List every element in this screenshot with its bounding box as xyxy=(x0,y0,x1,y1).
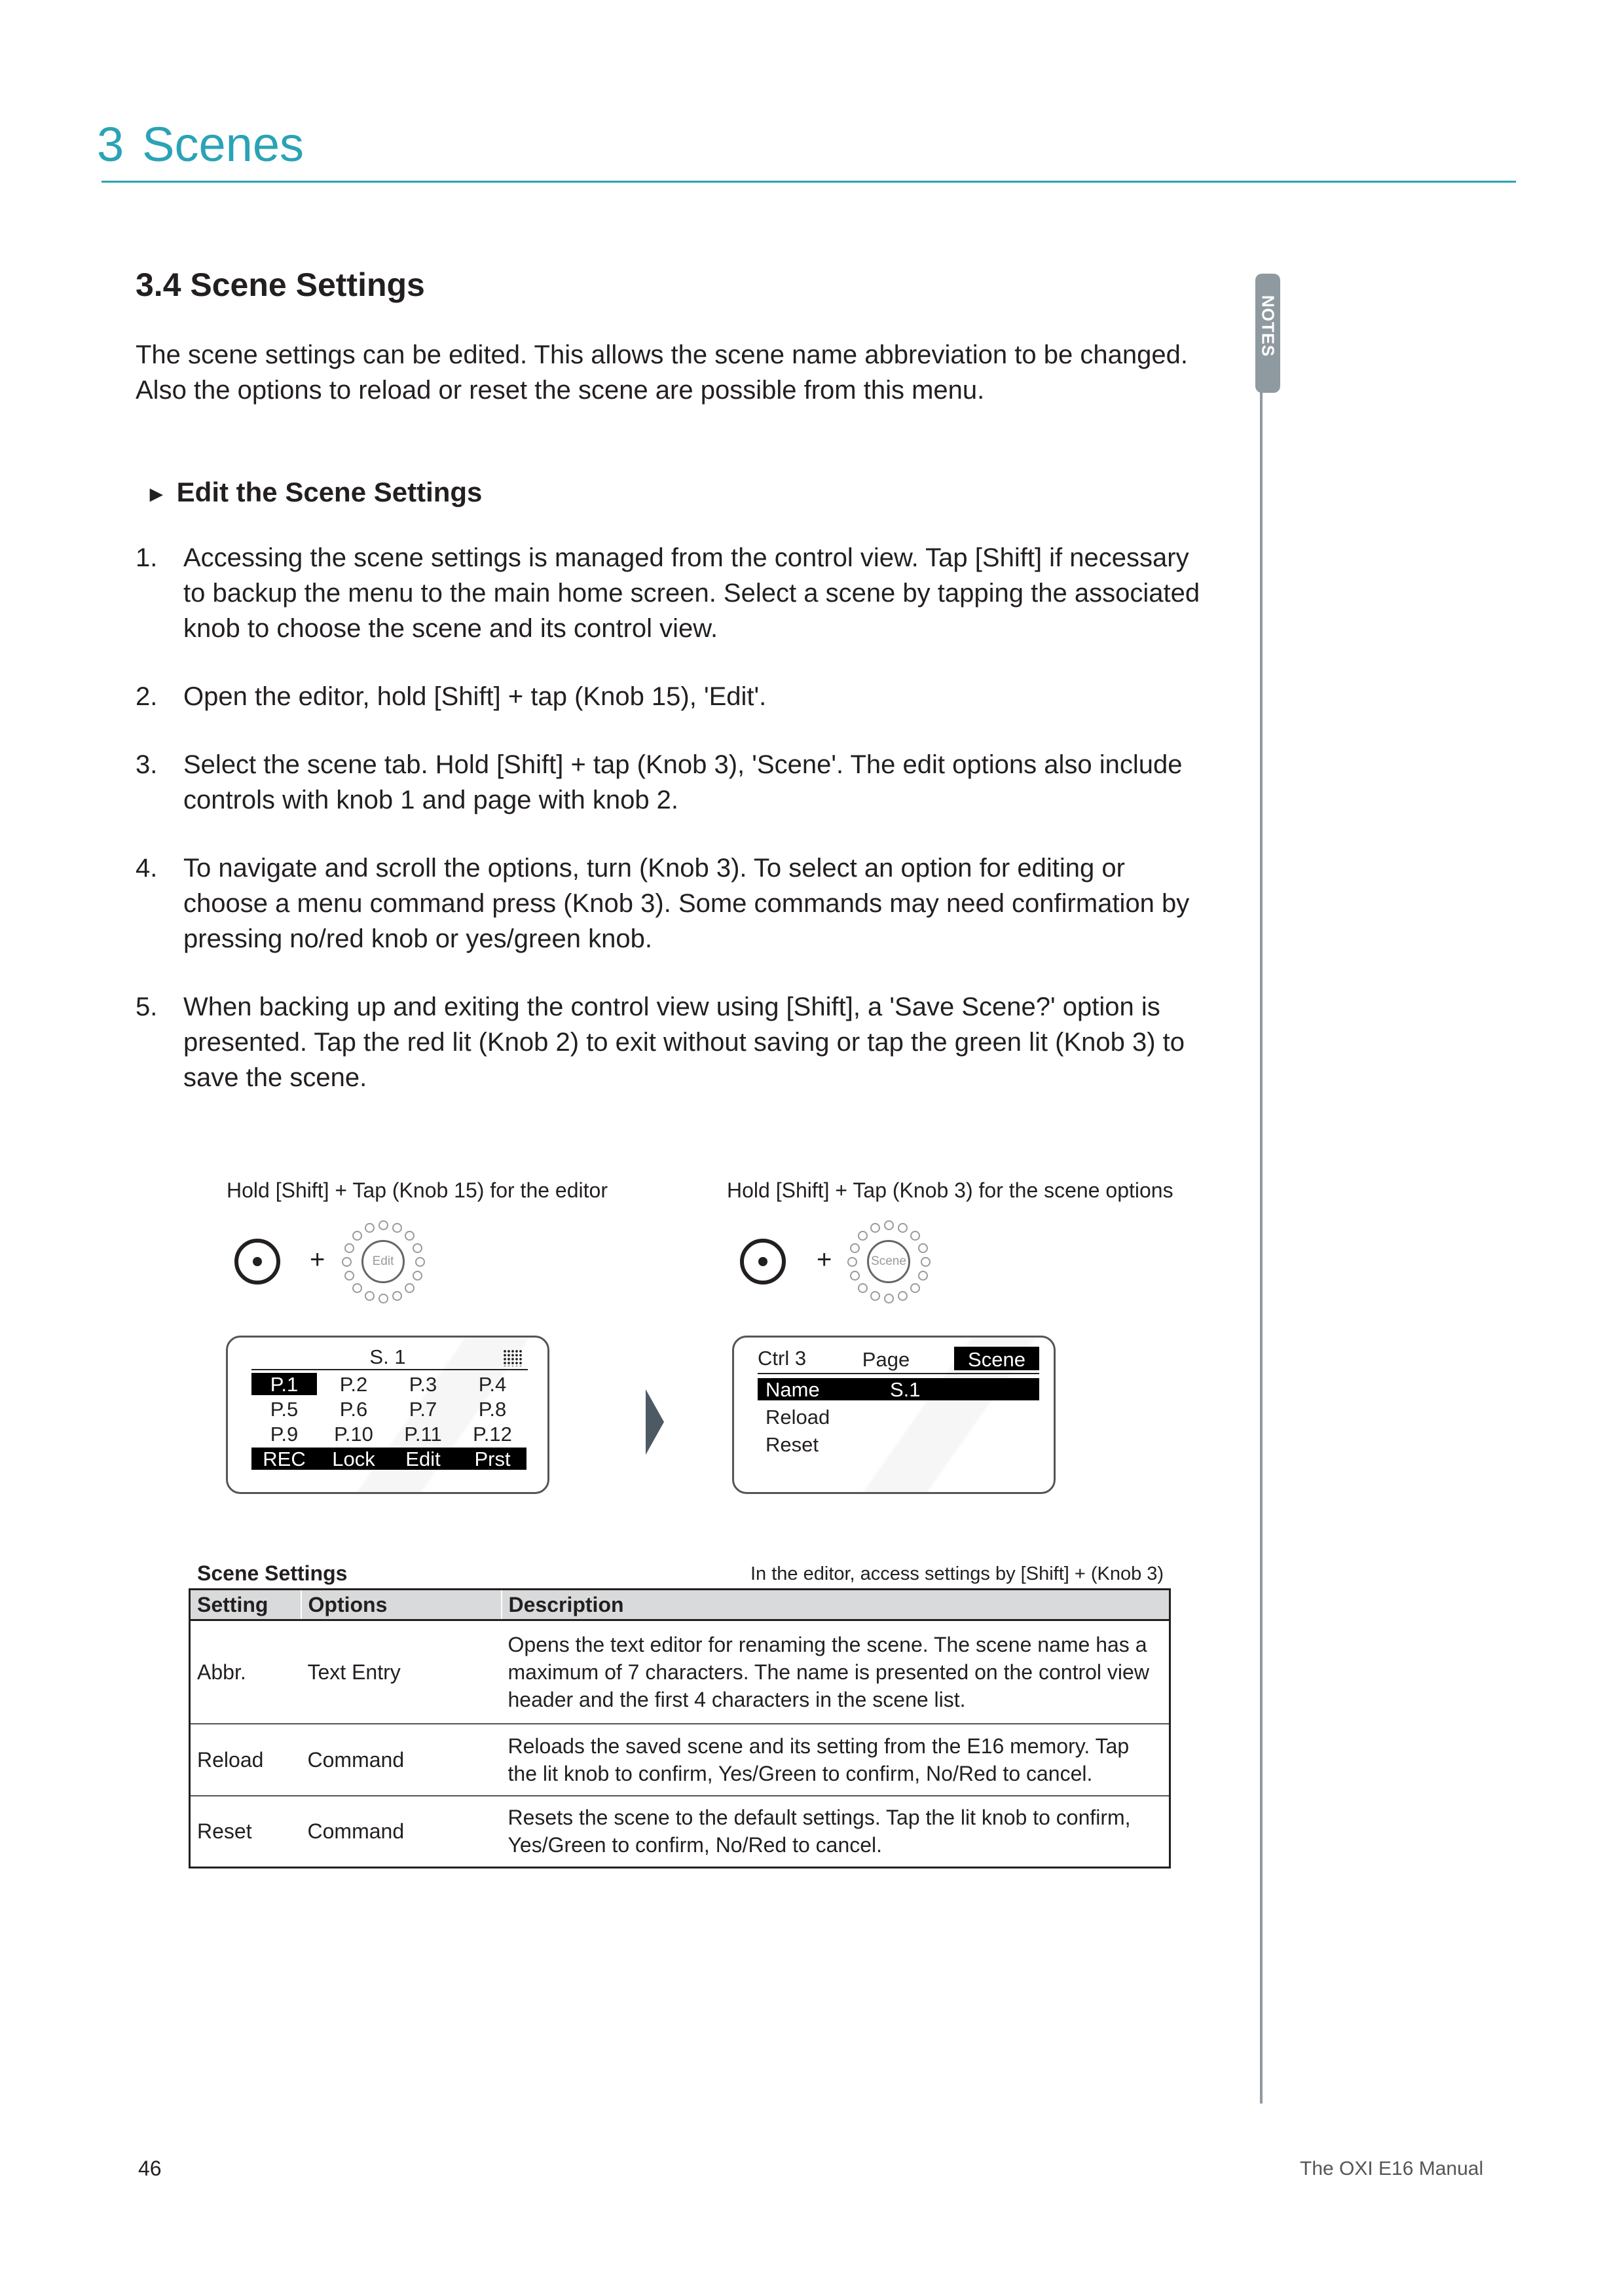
plus-sign: + xyxy=(817,1245,832,1274)
knob-led-dot xyxy=(918,1271,928,1281)
notes-tab-label: NOTES xyxy=(1258,295,1278,357)
steps-list xyxy=(136,540,1209,1128)
knob-led-dot xyxy=(405,1231,415,1241)
pattern-cell: P.6 xyxy=(339,1398,368,1421)
knob-led-dot xyxy=(405,1283,415,1293)
plus-sign: + xyxy=(310,1245,325,1274)
knob-led-dot xyxy=(342,1257,352,1267)
cell-options: Command xyxy=(301,1796,502,1868)
knob-led-dot xyxy=(918,1243,928,1253)
scene-knob-icon xyxy=(846,1219,931,1304)
knob-led-dot xyxy=(392,1223,402,1233)
figure-left-caption: Hold [Shift] + Tap (Knob 15) for the editor xyxy=(227,1178,608,1202)
step-text: Open the editor, hold [Shift] + tap (Knob 15), 'Edit'. xyxy=(183,682,767,711)
knob-led-dot xyxy=(365,1223,375,1233)
step-text: When backing up and exiting the control view using [Shift], a 'Save Scene?' option is presented. Tap the red lit (Knob 2) to exit without saving or tap the green lit (Knob 3) to save the scene. xyxy=(183,993,1185,1092)
figure-right-caption: Hold [Shift] + Tap (Knob 3) for the scene options xyxy=(727,1178,1173,1202)
knob-led-dot xyxy=(352,1231,362,1241)
section-title: 3.4 Scene Settings xyxy=(136,266,425,303)
pattern-cell: P.12 xyxy=(473,1423,512,1446)
knob-led-dot xyxy=(344,1243,354,1253)
page-number: 46 xyxy=(138,2157,162,2180)
knob-led-dot xyxy=(365,1291,375,1301)
pattern-cell: P.10 xyxy=(334,1423,373,1446)
procedure-title-text: Edit the Scene Settings xyxy=(176,477,483,507)
pattern-cell: P.11 xyxy=(404,1423,442,1446)
knob-led-dot xyxy=(921,1257,931,1267)
knob-led-dot xyxy=(378,1294,388,1303)
lcd-title-rule xyxy=(251,1369,528,1370)
table-row xyxy=(190,1796,1170,1868)
knob-led-dot xyxy=(415,1257,425,1267)
knob-led-dot xyxy=(378,1220,388,1230)
step-item xyxy=(136,850,1209,957)
knob-led-dot xyxy=(413,1271,422,1281)
step-text: Select the scene tab. Hold [Shift] + tap (Knob 3), 'Scene'. The edit options also include controls with knob 1 and page with knob 2. xyxy=(183,750,1183,814)
next-arrow-icon xyxy=(646,1389,664,1455)
settings-table xyxy=(189,1588,1171,1868)
pattern-cell: P.5 xyxy=(270,1398,299,1421)
knob-label: Scene xyxy=(867,1240,910,1283)
pattern-cell: P.7 xyxy=(409,1398,437,1421)
lcd-menu-item-name: Name xyxy=(766,1378,820,1401)
notes-tab xyxy=(1255,274,1280,393)
step-number: 5. xyxy=(136,993,158,1021)
pattern-cell: P.3 xyxy=(409,1373,437,1396)
knob-led-dot xyxy=(352,1283,362,1293)
pattern-cell: P.4 xyxy=(478,1373,507,1396)
knob-led-dot xyxy=(884,1220,894,1230)
knob-led-dot xyxy=(910,1283,920,1293)
cell-description: Reloads the saved scene and its setting from the E16 memory. Tap the lit knob to confirm, Yes/Green to confirm, No/Red to cancel. xyxy=(502,1724,1170,1796)
knob-led-dot xyxy=(858,1231,868,1241)
cell-options: Command xyxy=(301,1724,502,1796)
lcd-menu-item-reload: Reload xyxy=(766,1406,830,1429)
table-title: Scene Settings xyxy=(197,1561,348,1585)
notes-margin-line xyxy=(1260,392,1263,2104)
step-item xyxy=(136,679,1209,714)
function-cell: Lock xyxy=(332,1448,375,1470)
knob-label: Edit xyxy=(361,1240,405,1283)
knob-led-dot xyxy=(850,1243,860,1253)
knob-led-dot xyxy=(858,1283,868,1293)
function-cell: Prst xyxy=(474,1448,511,1470)
pattern-cell: P.2 xyxy=(339,1373,368,1396)
pattern-cell: P.1 xyxy=(270,1373,299,1396)
pattern-cell: P.8 xyxy=(478,1398,507,1421)
step-item xyxy=(136,540,1209,646)
chapter-title xyxy=(97,117,304,172)
play-arrow-icon: ► xyxy=(145,482,168,507)
header-description: Description xyxy=(502,1590,1170,1620)
lcd-tab-ctrl: Ctrl 3 xyxy=(758,1347,807,1370)
knob-led-dot xyxy=(870,1223,880,1233)
pattern-cell: P.9 xyxy=(270,1423,299,1446)
lcd-tab-scene: Scene xyxy=(968,1348,1025,1371)
shift-knob-icon xyxy=(234,1239,280,1285)
step-number: 1. xyxy=(136,543,158,572)
table-row xyxy=(190,1724,1170,1796)
lcd-screen-editor xyxy=(226,1336,549,1494)
chapter-name: Scenes xyxy=(142,117,304,172)
knob-led-dot xyxy=(392,1291,402,1301)
cell-setting: Reload xyxy=(190,1724,301,1796)
step-item xyxy=(136,989,1209,1095)
chapter-divider xyxy=(101,181,1516,183)
knob-led-dot xyxy=(847,1257,857,1267)
procedure-title xyxy=(145,477,482,508)
cell-options: Text Entry xyxy=(301,1620,502,1724)
lcd-menu-value: S.1 xyxy=(890,1378,921,1401)
step-number: 3. xyxy=(136,750,158,779)
step-text: Accessing the scene settings is managed from the control view. Tap [Shift] if necessary to backup the menu to the main home screen. Select a scene by tapping the associated knob to choose the scene and its control view. xyxy=(183,543,1200,643)
knob-led-dot xyxy=(413,1243,422,1253)
knob-led-dot xyxy=(898,1223,908,1233)
header-options: Options xyxy=(301,1590,502,1620)
knob-led-dot xyxy=(884,1294,894,1303)
knob-led-dot xyxy=(910,1231,920,1241)
cell-setting: Abbr. xyxy=(190,1620,301,1724)
cell-description: Resets the scene to the default settings. Tap the lit knob to confirm, Yes/Green to confirm, No/Red to cancel. xyxy=(502,1796,1170,1868)
cell-setting: Reset xyxy=(190,1796,301,1868)
function-cell: Edit xyxy=(405,1448,441,1470)
chapter-number: 3 xyxy=(97,117,124,172)
footer-manual-title: The OXI E16 Manual xyxy=(1300,2158,1484,2179)
knob-led-dot xyxy=(850,1271,860,1281)
edit-knob-icon xyxy=(341,1219,426,1304)
header-setting: Setting xyxy=(190,1590,301,1620)
step-text: To navigate and scroll the options, turn (Knob 3). To select an option for editing or choose a menu command press (Knob 3). Some commands may need confirmation by pressing no/red knob or yes/green knob. xyxy=(183,854,1190,953)
function-cell: REC xyxy=(263,1448,306,1470)
table-header-row xyxy=(190,1590,1170,1620)
lcd-menu-item-reset: Reset xyxy=(766,1433,819,1456)
lcd-tab-page: Page xyxy=(862,1348,910,1371)
step-item xyxy=(136,747,1209,818)
table-note: In the editor, access settings by [Shift] + (Knob 3) xyxy=(750,1563,1164,1584)
table-row xyxy=(190,1620,1170,1724)
knob-led-dot xyxy=(344,1271,354,1281)
lcd-tab-rule xyxy=(758,1373,1039,1374)
lcd-screen-scene-options xyxy=(732,1336,1056,1494)
step-number: 4. xyxy=(136,854,158,883)
step-number: 2. xyxy=(136,682,158,711)
grid-icon xyxy=(503,1349,523,1366)
knob-led-dot xyxy=(870,1291,880,1301)
knob-led-dot xyxy=(898,1291,908,1301)
cell-description: Opens the text editor for renaming the scene. The scene name has a maximum of 7 characters. The name is presented on the control view header and the first 4 characters in the scene list. xyxy=(502,1620,1170,1724)
section-intro: The scene settings can be edited. This allows the scene name abbreviation to be changed. Also the options to reload or reset the scene are possible from this menu. xyxy=(136,340,1188,405)
lcd-title: S. 1 xyxy=(369,1345,406,1368)
shift-knob-icon xyxy=(740,1239,786,1285)
